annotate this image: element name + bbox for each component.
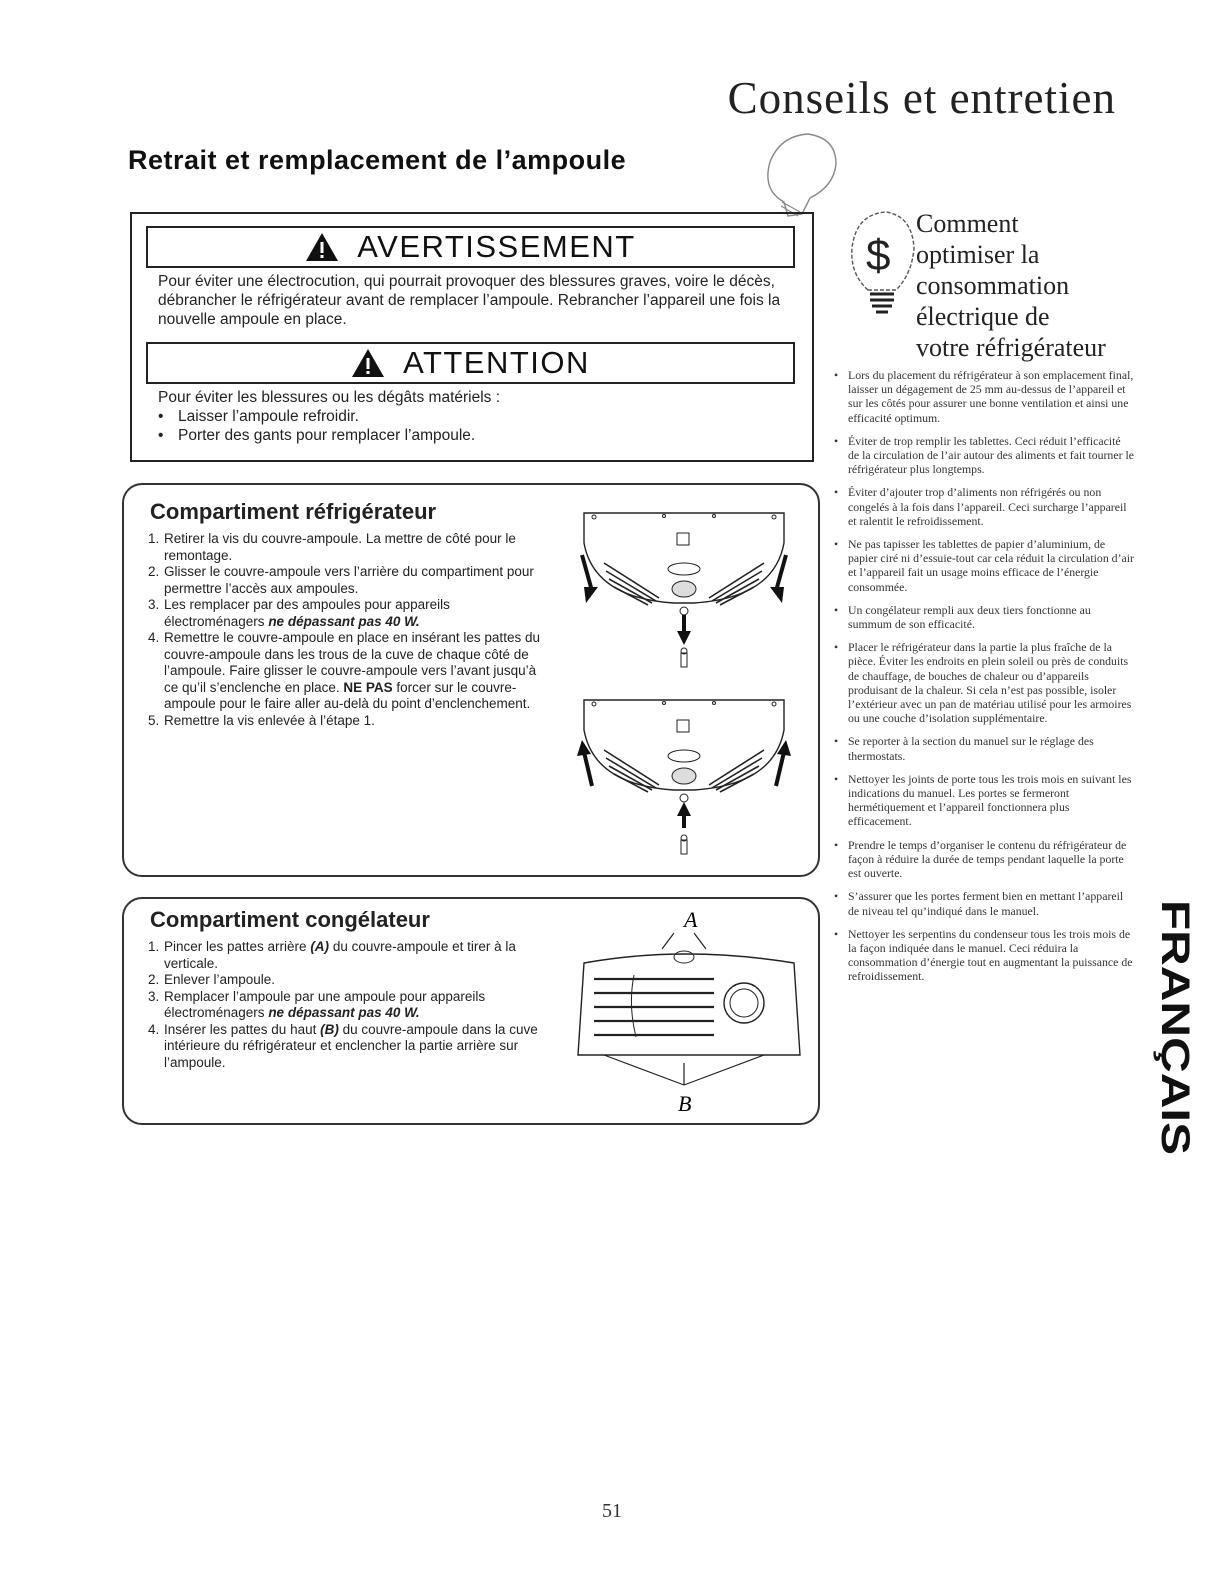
step-strong: NE PAS: [343, 679, 393, 695]
step-number: 3.: [148, 988, 160, 1004]
step-number: 1.: [148, 939, 160, 954]
energy-tip-text: Un congélateur rempli aux deux tiers fonctionne au summum de son efficacité.: [848, 602, 1091, 632]
step-number: 2.: [148, 564, 160, 579]
step-number: 1.: [148, 531, 160, 546]
energy-tip-text: Placer le réfrigérateur dans la partie la plus fraîche de la pièce. Éviter les endroits en plein soleil ou près de conduits de chauffage, de bouches de chaleur ou d’appareils produisant de la chaleur. Si cela n’est pas possible, isoler l’extérieur avec un pan de matériau utilisé pour les armoires ou une couche d’isolation supplémentaire.: [848, 640, 1132, 726]
fridge-steps: [148, 531, 548, 729]
step-text: [164, 939, 548, 972]
step-text: [164, 597, 548, 630]
fridge-compartment-panel: [122, 483, 820, 877]
step-emphasis: (A): [310, 939, 330, 954]
energy-title-line: Comment: [916, 209, 1019, 238]
warning-label: AVERTISSEMENT: [357, 229, 636, 264]
step-text: Remettre la vis enlevée à l’étape 1.: [164, 712, 375, 728]
language-tab-label: FRANÇAIS: [1153, 900, 1197, 1107]
energy-tip-text: S’assurer que les portes ferment bien en mettant l’appareil de niveau tel qu’indiqué dans le manuel.: [848, 889, 1124, 918]
step-text: Retirer la vis du couvre-ampoule. La mettre de côté pour le remontage.: [164, 531, 516, 563]
energy-tip: • Prendre le temps d’organiser le contenu du réfrigérateur de façon à réduire la durée de temps pendant laquelle la porte est ouverte.: [834, 838, 1134, 881]
energy-tip-text: Éviter d’ajouter trop d’aliments non réfrigérés ou non congelés à la fois dans l’appareil. Ceci surcharge l’appareil et ralentit le refroidissement.: [848, 485, 1127, 528]
energy-tips-list: [834, 368, 1134, 993]
warning-banner: [146, 226, 795, 268]
freezer-step: [148, 989, 548, 1022]
energy-tip: • Ne pas tapisser les tablettes de papier d’aluminium, de papier ciré ni d’essuie-tout car cela réduit la circulation d’air et l’appareil fait un usage moins efficace de l’énergie consommée.: [834, 537, 1134, 594]
energy-tip: • Un congélateur rempli aux deux tiers fonctionne au summum de son efficacité.: [834, 603, 1134, 631]
fridge-cover-install-illustration: [564, 690, 804, 865]
energy-title: [916, 208, 1146, 363]
step-text: [164, 989, 548, 1022]
step-emphasis: ne dépassant pas 40 W.: [268, 1005, 420, 1020]
energy-tip: • Placer le réfrigérateur dans la partie la plus fraîche de la pièce. Éviter les endroits en plein soleil ou près de conduits de chauffage, de bouches de chaleur ou d’appareils produisant de la chaleur. Si cela n’est pas possible, isoler l’extérieur avec un pan de matériau utilisé pour les armoires ou une couche d’isolation supplémentaire.: [834, 640, 1134, 725]
step-emphasis: (B): [320, 1021, 339, 1037]
energy-title-line: votre réfrigérateur: [916, 333, 1106, 362]
fridge-step: [148, 597, 548, 630]
energy-tip-text: Lors du placement du réfrigérateur à son emplacement final, laisser un dégagement de 25 mm au-dessus de l’appareil et sur les côtés pour assurer une bonne ventilation et ainsi une efficacité optimum.: [848, 368, 1134, 425]
energy-tip: • Se reporter à la section du manuel sur le réglage des thermostats.: [834, 734, 1134, 762]
freezer-compartment-title: Compartiment congélateur: [150, 907, 430, 932]
warning-text: Pour éviter une électrocution, qui pourrait provoquer des blessures graves, voire le décès, débrancher le réfrigérateur avant de remplacer l’ampoule. Rebrancher l’appareil une fois la nouvelle ampoule en place.: [158, 273, 781, 328]
caution-banner: [146, 342, 795, 384]
energy-tip-text: Ne pas tapisser les tablettes de papier d’aluminium, de papier ciré ni d’essuie-tout car cela réduit la circulation d’air et l’appareil fait un usage moins efficace de l’énergie consommée.: [848, 537, 1134, 594]
light-bulb-icon: [740, 128, 850, 218]
page-number: 51: [602, 1500, 622, 1522]
dollar-symbol: $: [866, 231, 891, 280]
step-text: [164, 1022, 548, 1072]
step-text-part: Pincer les pattes arrière: [164, 939, 311, 954]
fridge-compartment-title: Compartiment réfrigérateur: [150, 499, 437, 524]
freezer-cover-illustration: [564, 905, 814, 1120]
dollar-bulb-icon: [846, 208, 916, 318]
label-a: A: [684, 907, 698, 932]
warning-triangle-icon: [305, 232, 339, 262]
freezer-step: [148, 972, 548, 989]
step-text: Enlever l’ampoule.: [164, 972, 276, 987]
energy-tip: • Lors du placement du réfrigérateur à son emplacement final, laisser un dégagement de 25 mm au-dessus de l’appareil et sur les côtés pour assurer une bonne ventilation et ainsi une efficacité optimum.: [834, 368, 1134, 425]
step-text-part: Remplacer l’ampoule par une ampoule pour appareils électroménagers: [164, 988, 486, 1020]
language-tab: [1148, 900, 1198, 1160]
step-text-part: Remettre le couvre-ampoule en place en insérant les pattes du couvre-ampoule dans les trous de la cuve de chaque côté de l’ampoule. Faire glisser le couvre-ampoule vers l’avant jusqu’à ce qu’il s’enclenche en place.: [164, 630, 540, 695]
energy-tip: • Éviter de trop remplir les tablettes. Ceci réduit l’efficacité de la circulation de l’air autour des aliments et fait tourner le réfrigérateur plus longtemps.: [834, 433, 1134, 477]
energy-title-line: électrique de: [916, 302, 1050, 331]
step-text: Glisser le couvre-ampoule vers l’arrière du compartiment pour permettre l’accès aux ampoules.: [164, 564, 534, 596]
fridge-cover-removal-illustration: [564, 503, 804, 678]
step-number: 5.: [148, 712, 160, 728]
caution-triangle-icon: [351, 348, 385, 378]
energy-tip-text: Éviter de trop remplir les tablettes. Ceci réduit l’efficacité de la circulation de l’air autour des aliments et fait tourner le réfrigérateur plus longtemps.: [848, 433, 1134, 477]
caution-item: • Porter des gants pour remplacer l’ampoule.: [158, 426, 798, 445]
fridge-step: [148, 564, 548, 597]
step-number: 4.: [148, 1021, 160, 1037]
step-text-part: forcer sur le couvre-ampoule pour le faire aller au-delà du point d’enclenchement.: [164, 679, 531, 711]
step-text-part: du couvre-ampoule dans la cuve intérieure du réfrigérateur et enclencher la partie arrière sur l’ampoule.: [164, 1021, 538, 1070]
step-number: 4.: [148, 630, 160, 645]
caution-list: [158, 407, 798, 445]
energy-tip-text: Prendre le temps d’organiser le contenu du réfrigérateur de façon à réduire la durée de temps pendant laquelle la porte est ouverte.: [848, 837, 1127, 881]
energy-tip: • Nettoyer les serpentins du condenseur tous les trois mois de la façon indiquée dans le manuel. Ceci réduira la consommation d’énergie tout en augmentant la puissance de refroidissement.: [834, 926, 1133, 984]
caution-label: ATTENTION: [403, 345, 590, 380]
step-number: 3.: [148, 597, 160, 612]
freezer-compartment-panel: [122, 897, 820, 1125]
energy-tip: • S’assurer que les portes ferment bien en mettant l’appareil de niveau tel qu’indiqué dans le manuel.: [834, 889, 1134, 917]
caution-text-block: [158, 388, 798, 445]
freezer-step: [148, 1022, 548, 1072]
step-text-part: Les remplacer par des ampoules pour appareils électroménagers: [164, 597, 450, 629]
energy-tip: • Éviter d’ajouter trop d’aliments non réfrigérés ou non congelés à la fois dans l’appareil. Ceci surcharge l’appareil et ralentit le refroidissement.: [834, 485, 1134, 528]
energy-tip-text: Nettoyer les serpentins du condenseur tous les trois mois de la façon indiquée dans le manuel. Ceci réduira la consommation d’énergie tout en augmentant la puissance de refroidissement.: [848, 926, 1133, 984]
fridge-step: [148, 630, 548, 713]
freezer-steps: [148, 939, 548, 1071]
fridge-step: [148, 531, 548, 564]
freezer-step: [148, 939, 548, 972]
page-header-title: Conseils et entretien: [727, 73, 1116, 123]
step-number: 2.: [148, 972, 160, 987]
energy-tip: • Nettoyer les joints de porte tous les trois mois en suivant les indications du manuel. Les portes se fermeront hermétiquement et l’appareil fonctionnera plus efficacement.: [834, 772, 1134, 829]
section-title: Retrait et remplacement de l’ampoule: [128, 145, 627, 175]
step-text: [164, 630, 548, 713]
energy-tip-text: Nettoyer les joints de porte tous les trois mois en suivant les indications du manuel. Les portes se fermeront hermétiquement et l’appareil fonctionnera plus efficacement.: [848, 771, 1132, 829]
step-text-part: Insérer les pattes du haut: [164, 1021, 321, 1037]
caution-intro: Pour éviter les blessures ou les dégâts matériels :: [158, 389, 501, 406]
energy-tip-text: Se reporter à la section du manuel sur le réglage des thermostats.: [848, 734, 1094, 763]
step-text-part: du couvre-ampoule et tirer à la verticale.: [164, 939, 516, 971]
caution-item: • Laisser l’ampoule refroidir.: [158, 407, 798, 426]
energy-title-line: optimiser la: [916, 240, 1040, 269]
energy-title-line: consommation: [916, 271, 1070, 300]
step-emphasis: ne dépassant pas 40 W.: [268, 613, 420, 629]
fridge-step: [148, 713, 548, 730]
label-b: B: [678, 1091, 692, 1116]
